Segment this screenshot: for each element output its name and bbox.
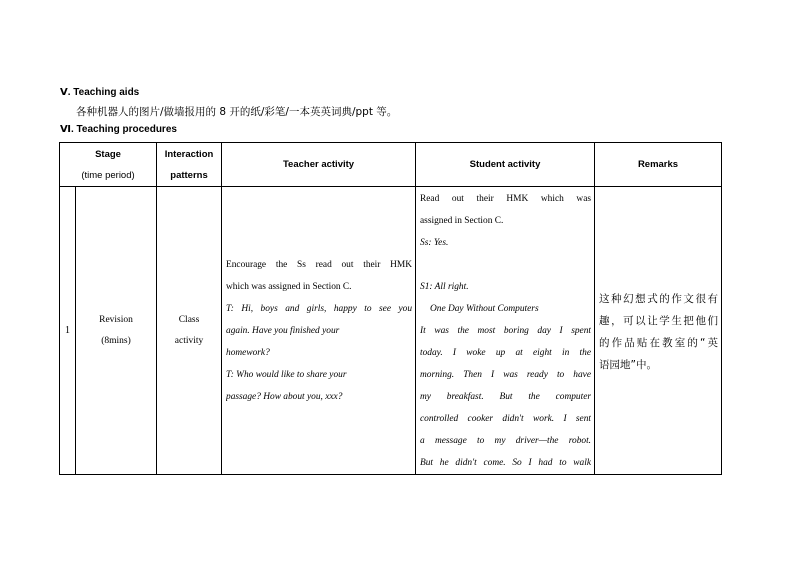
- remarks-line: 趣，可以让学生把他们: [599, 314, 719, 327]
- student-activity-cell: [416, 187, 595, 475]
- student-line: Read out their HMK which was: [420, 194, 592, 204]
- student-line: [420, 254, 591, 276]
- student-line: It was the most boring day I spent: [420, 326, 592, 336]
- table-row: [60, 187, 722, 475]
- teacher-line: T: Who would like to share your: [226, 370, 347, 380]
- remarks-cell: [595, 187, 722, 475]
- interaction-line-2: activity: [174, 335, 204, 346]
- stage-cell: [76, 187, 157, 475]
- teacher-line: passage? How about you, xxx?: [226, 392, 343, 402]
- teacher-line: T: Hi, boys and girls, happy to see you: [226, 304, 413, 314]
- teacher-line: again. Have you finished your: [226, 326, 340, 336]
- stage-time: (8mins): [101, 335, 131, 346]
- teacher-line: Encourage the Ss read out their HMK: [226, 260, 413, 270]
- teaching-aids-text: 各种机器人的图片/做墙报用的 8 开的纸/彩笔/一本英英词典/ppt 等。: [76, 106, 398, 118]
- header-interaction-label: Interaction: [164, 148, 214, 160]
- procedures-table: [59, 142, 722, 475]
- header-stage-sub: (time period): [81, 169, 135, 181]
- teaching-procedures-heading: Ⅵ. Teaching procedures: [60, 124, 177, 135]
- student-line: today. I woke up at eight in the: [420, 348, 592, 358]
- student-line: my breakfast. But the computer: [420, 392, 592, 402]
- header-stage: [60, 143, 157, 187]
- teacher-line: homework?: [226, 348, 270, 358]
- remarks-line: 的作品贴在教室的“英: [599, 336, 719, 349]
- student-line: morning. Then I was ready to have: [420, 370, 592, 380]
- teacher-line: which was assigned in Section C.: [226, 282, 352, 292]
- stage-name: Revision: [99, 314, 133, 325]
- header-interaction: [157, 143, 222, 187]
- student-line: But he didn't come. So I had to walk: [420, 458, 592, 468]
- story-title: One Day Without Computers: [430, 304, 539, 314]
- header-student-activity: Student activity: [416, 143, 595, 187]
- teacher-activity-cell: [222, 187, 416, 475]
- header-teacher-activity: Teacher activity: [222, 143, 416, 187]
- teaching-aids-heading: Ⅴ. Teaching aids: [60, 87, 140, 98]
- student-line: Ss: Yes.: [420, 238, 449, 248]
- interaction-line-1: Class: [178, 314, 200, 325]
- table-header-row: [60, 143, 722, 187]
- remarks-line: 这种幻想式的作文很有: [599, 292, 719, 305]
- header-remarks: Remarks: [595, 143, 722, 187]
- student-line: assigned in Section C.: [420, 216, 504, 226]
- student-line: controlled cooker didn't work. I sent: [420, 414, 592, 424]
- student-line: S1: All right.: [420, 282, 469, 292]
- remarks-line: 语园地”中。: [599, 358, 657, 371]
- header-stage-label: Stage: [95, 148, 121, 160]
- interaction-cell: [157, 187, 222, 475]
- row-number: 1: [60, 187, 76, 475]
- header-interaction-sub: patterns: [170, 169, 208, 181]
- student-line: a message to my driver—the robot.: [420, 436, 592, 446]
